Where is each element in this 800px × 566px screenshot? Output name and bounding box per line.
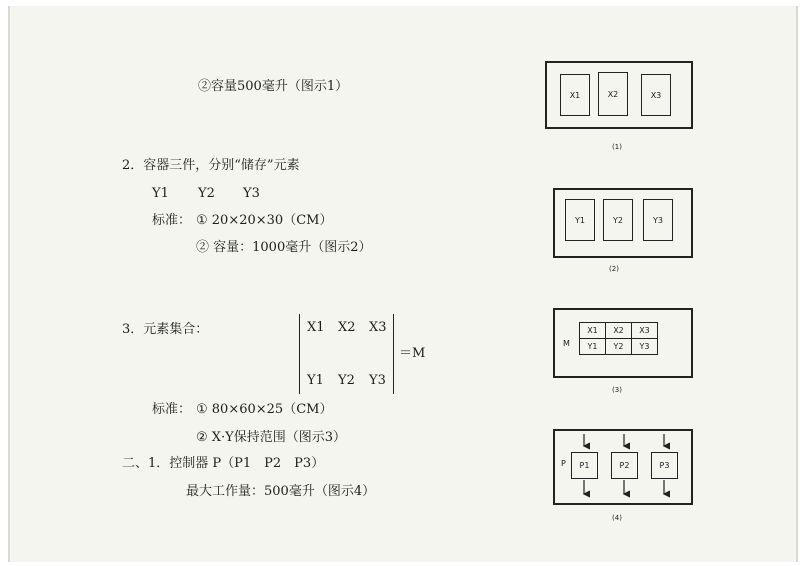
matrix-x2: X2 — [338, 320, 356, 335]
figure-2-box-y1: Y1 — [565, 199, 595, 241]
section-2-standard-dimensions: ① 20×20×30（CM） — [196, 213, 333, 228]
figure-4-caption: (4) — [612, 514, 622, 522]
figure-4-label-p: P — [561, 459, 566, 468]
element-y2: Y2 — [198, 186, 215, 201]
figure-3-cell-y3: Y3 — [631, 338, 658, 355]
figure-3-cell-y1: Y1 — [579, 338, 606, 355]
matrix-x1: X1 — [307, 320, 325, 335]
part-2-controller-title: 二、1．控制器 P（P1 P2 P3） — [122, 456, 325, 471]
figure-4-box-p3: P3 — [651, 452, 678, 479]
section-2-standard-capacity: ② 容量：1000毫升（图示2） — [196, 240, 372, 255]
part-2-max-workload: 最大工作量：500毫升（图示4） — [186, 484, 376, 499]
matrix-y1: Y1 — [307, 373, 324, 388]
section-2-title: 2．容器三件，分别“储存”元素 — [122, 158, 300, 173]
figure-1-box-x1: X1 — [560, 74, 590, 116]
section-2-standard-label: 标准： — [152, 213, 192, 228]
figure-3-cell-y2: Y2 — [605, 338, 632, 355]
section-3-standard-label: 标准： — [152, 402, 192, 417]
document-page — [8, 6, 798, 562]
section-3-standard-range: ② X·Y保持范围（图示3） — [196, 430, 347, 445]
section-3-title: 3．元素集合： — [122, 322, 209, 337]
matrix-y3: Y3 — [369, 373, 386, 388]
element-y3: Y3 — [243, 186, 260, 201]
figure-1-box-x2: X2 — [598, 72, 628, 116]
figure-4-box-p2: P2 — [611, 452, 638, 479]
figure-1-box-x3: X3 — [641, 74, 671, 116]
section-3-standard-dimensions: ① 80×60×25（CM） — [196, 402, 333, 417]
figure-3-cell-x1: X1 — [579, 322, 606, 339]
figure-3-cell-x2: X2 — [605, 322, 632, 339]
figure-2-box-y3: Y3 — [643, 199, 673, 241]
figure-4-flow-arrows — [10, 6, 796, 562]
figure-2-box-y2: Y2 — [603, 199, 633, 241]
matrix-x3: X3 — [369, 320, 387, 335]
figure-4-box-p1: P1 — [571, 452, 598, 479]
figure-3-cell-x3: X3 — [631, 322, 658, 339]
figure-1-caption: (1) — [612, 143, 622, 151]
figure-3-label-m: M — [563, 339, 570, 348]
figure-2-caption: (2) — [609, 265, 619, 273]
capacity-500-line: ②容量500毫升（图示1） — [198, 79, 349, 94]
matrix-y2: Y2 — [338, 373, 355, 388]
element-y1: Y1 — [152, 186, 169, 201]
matrix-equals-m: ＝M — [399, 346, 426, 361]
figure-3-caption: (3) — [612, 386, 622, 394]
